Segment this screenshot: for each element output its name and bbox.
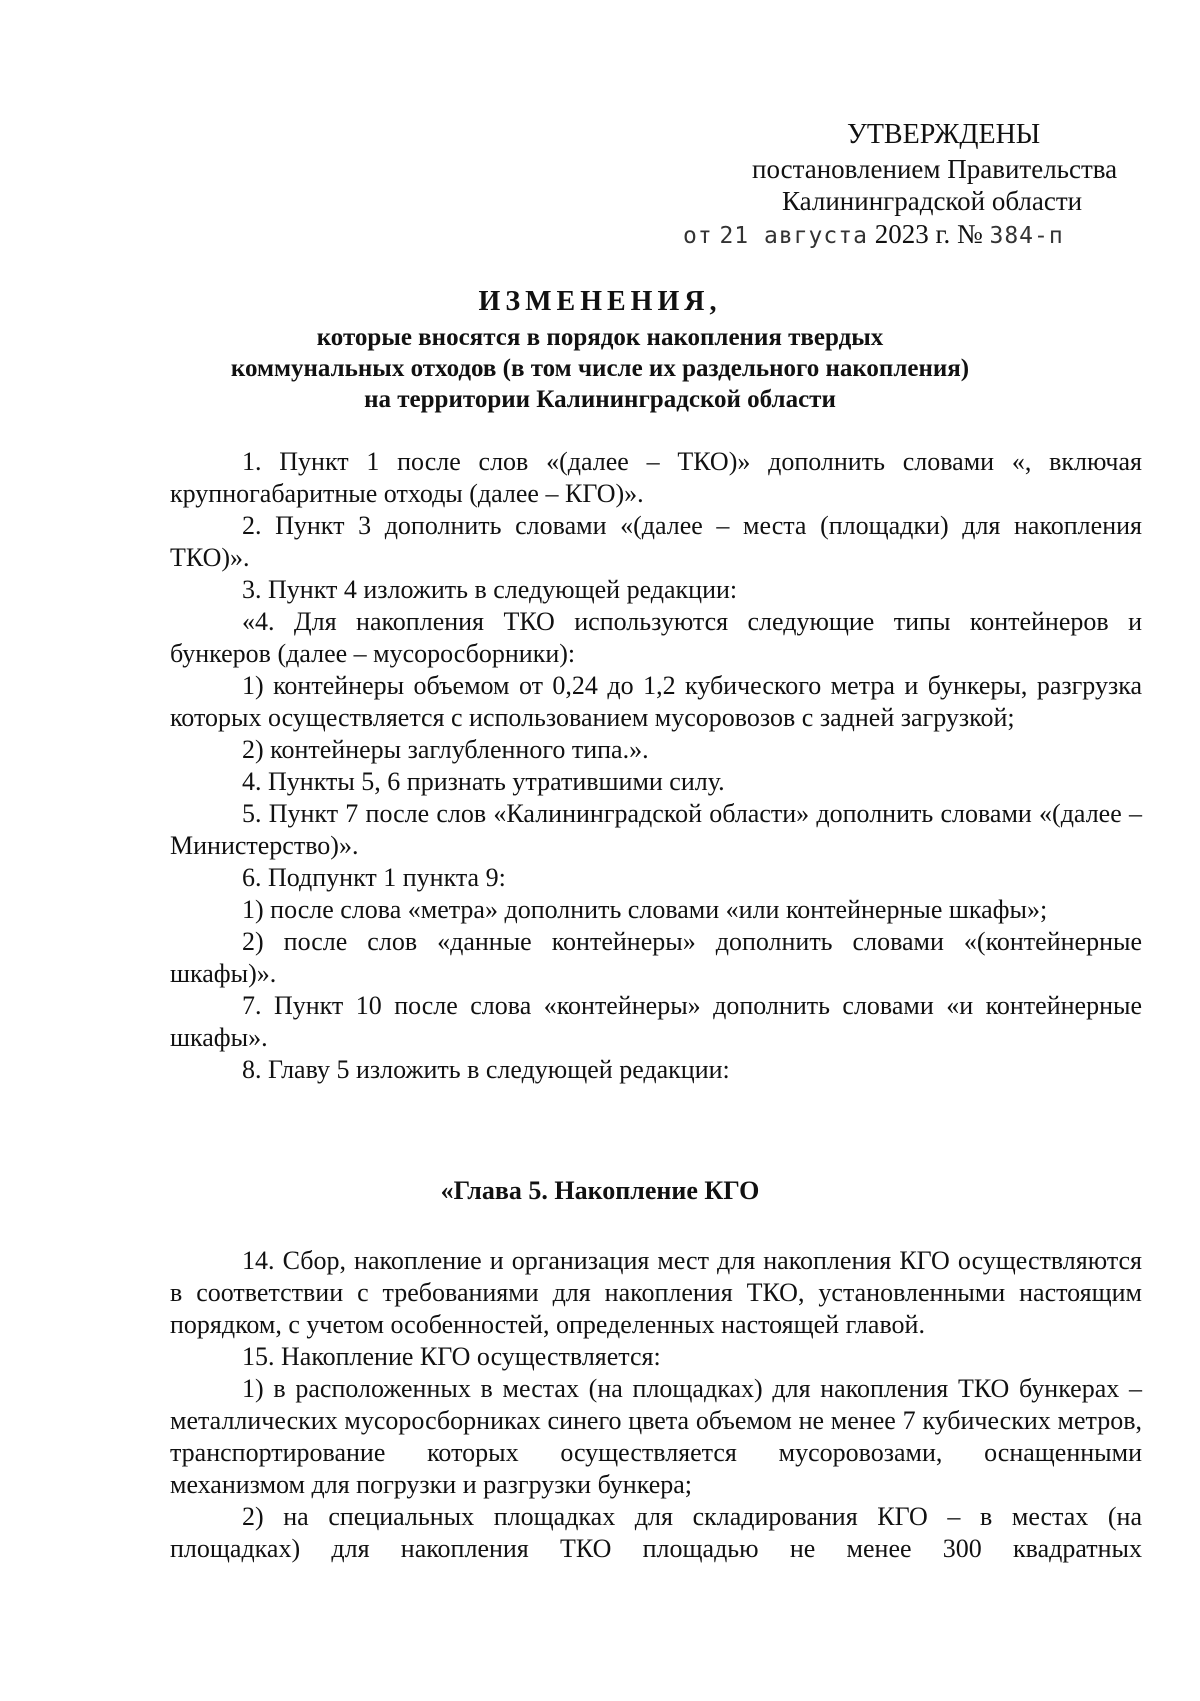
paragraph-7: 4. Пункты 5, 6 признать утратившими силу.: [242, 767, 725, 796]
paragraph-11: 2) после слов «данные контейнеры» дополнить словами «(контейнерные шкафы)».: [170, 927, 1142, 988]
date-year: 2023 г. №: [874, 219, 983, 249]
document-subtitle-line-2: коммунальных отходов (в том числе их раздельного накопления): [230, 355, 970, 382]
paragraph-6: 2) контейнеры заглубленного типа.».: [242, 735, 649, 764]
paragraph-5: 1) контейнеры объемом от 0,24 до 1,2 кубического метра и бункеры, разгрузка которых осуществляется с использованием мусоровозов с задней загрузкой;: [170, 671, 1142, 732]
paragraph-8: 5. Пункт 7 после слов «Калининградской области» дополнить словами «(далее – Министерство)».: [170, 799, 1142, 860]
paragraph-10: 1) после слова «метра» дополнить словами «или контейнерные шкафы»;: [242, 895, 1048, 924]
chapter-heading: «Глава 5. Накопление КГО: [440, 1176, 760, 1205]
chapter-paragraph-14: 14. Сбор, накопление и организация мест для накопления КГО осуществляются в соответствии с требованиями для накопления ТКО, установленными настоящим порядком, с учетом особенностей, определенных настоящей главой.: [170, 1246, 1142, 1339]
paragraph-9: 6. Подпункт 1 пункта 9:: [242, 863, 506, 892]
chapter-body: [170, 1245, 1142, 1565]
document-number: 384-п: [989, 223, 1064, 249]
approval-heading: УТВЕРЖДЕНЫ: [847, 119, 1041, 150]
chapter-subitem-2: 2) на специальных площадках для складирования КГО – в местах (на площадках) для накопления ТКО площадью не менее 300 квадратных: [170, 1502, 1142, 1563]
approval-date-line: [683, 218, 1064, 252]
paragraph-2: 2. Пункт 3 дополнить словами «(далее – места (площадки) для накопления ТКО)».: [170, 511, 1142, 572]
amendments-list: [170, 446, 1142, 1086]
paragraph-4: «4. Для накопления ТКО используются следующие типы контейнеров и бункеров (далее – мусоросборники):: [170, 607, 1142, 668]
paragraph-3: 3. Пункт 4 изложить в следующей редакции:: [242, 575, 738, 604]
document-title: ИЗМЕНЕНИЯ,: [478, 286, 722, 317]
paragraph-13: 8. Главу 5 изложить в следующей редакции:: [242, 1055, 730, 1084]
date-prefix: от: [683, 223, 713, 249]
paragraph-1: 1. Пункт 1 после слов «(далее – ТКО)» дополнить словами «, включая крупногабаритные отходы (далее – КГО)».: [170, 447, 1142, 508]
chapter-paragraph-15: 15. Накопление КГО осуществляется:: [242, 1342, 661, 1371]
document-subtitle-line-1: которые вносятся в порядок накопления твердых: [316, 324, 884, 351]
paragraph-12: 7. Пункт 10 после слова «контейнеры» дополнить словами «и контейнерные шкафы».: [170, 991, 1142, 1052]
approval-line-region: Калининградской области: [782, 186, 1083, 216]
approval-line-resolution: постановлением Правительства: [752, 154, 1118, 184]
document-subtitle-line-3: на территории Калининградской области: [364, 386, 836, 413]
chapter-subitem-1: 1) в расположенных в местах (на площадках) для накопления ТКО бункерах – металлических мусоросборниках синего цвета объемом не менее 7 кубических метров, транспортирование которых осуществляется мусоровозами, оснащенными механизмом для погрузки и разгрузки бункера;: [170, 1374, 1142, 1499]
date-typed: 21 августа: [719, 223, 868, 249]
